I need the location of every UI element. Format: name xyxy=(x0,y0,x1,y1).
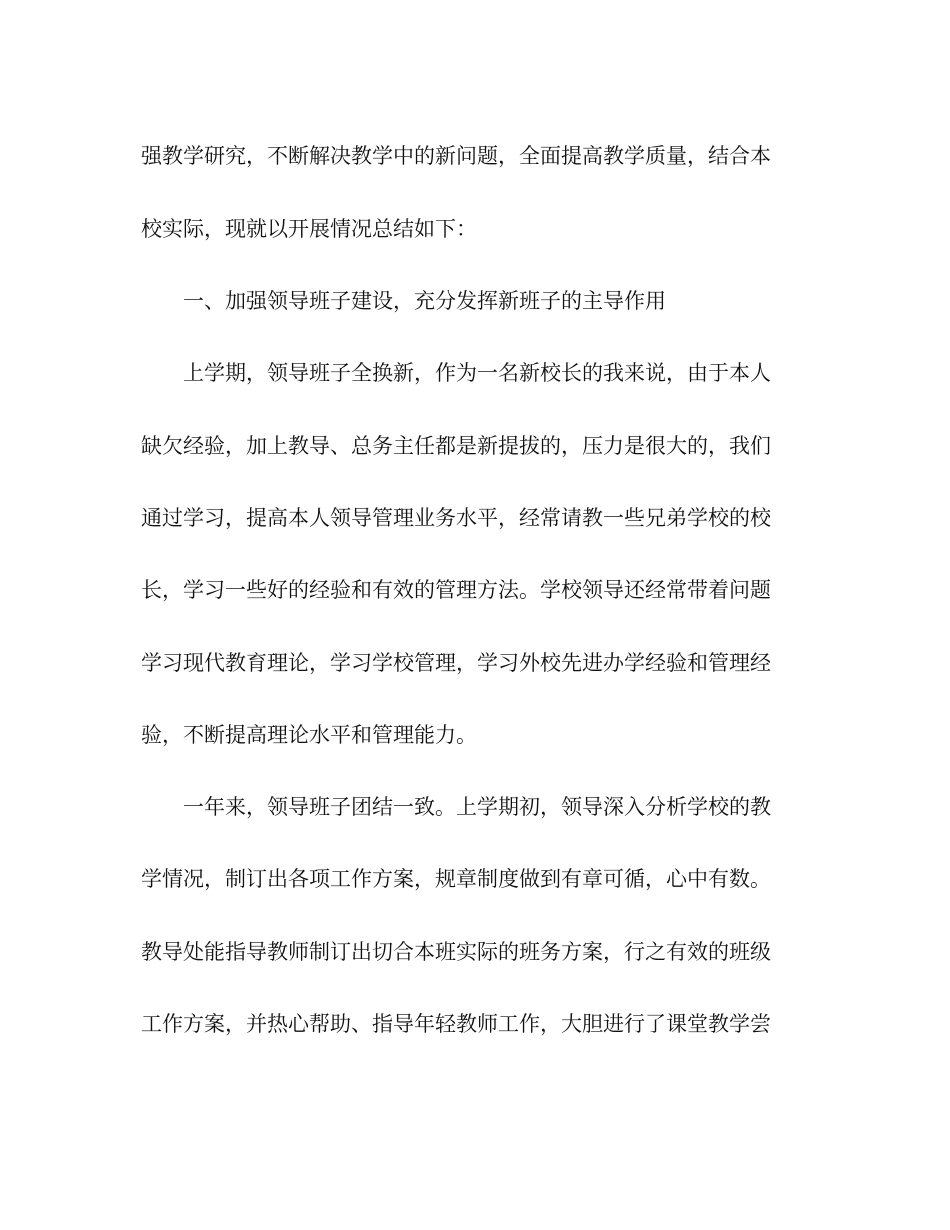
text-line-6: 通过学习，提高本人领导管理业务水平，经常请教一些兄弟学校的校 xyxy=(141,506,771,530)
text-line-4: 上学期，领导班子全换新，作为一名新校长的我来说，由于本人 xyxy=(183,361,771,385)
text-line-7: 长，学习一些好的经验和有效的管理方法。学校领导还经常带着问题 xyxy=(141,578,771,602)
text-line-1: 强教学研究，不断解决教学中的新问题，全面提高教学质量，结合本 xyxy=(141,144,771,168)
section-heading: 一、加强领导班子建设，充分发挥新班子的主导作用 xyxy=(183,289,666,313)
text-line-11: 学情况，制订出各项工作方案，规章制度做到有章可循，心中有数。 xyxy=(141,867,771,891)
text-line-10: 一年来，领导班子团结一致。上学期初，领导深入分析学校的教 xyxy=(183,795,771,819)
text-line-12: 教导处能指导教师制订出切合本班实际的班务方案，行之有效的班级 xyxy=(141,940,771,964)
text-line-2: 校实际，现就以开展情况总结如下： xyxy=(141,217,477,241)
text-line-8: 学习现代教育理论，学习学校管理，学习外校先进办学经验和管理经 xyxy=(141,651,771,675)
text-line-13: 工作方案，并热心帮助、指导年轻教师工作，大胆进行了课堂教学尝 xyxy=(141,1012,771,1036)
text-line-9: 验，不断提高理论水平和管理能力。 xyxy=(141,723,477,747)
text-line-5: 缺欠经验，加上教导、总务主任都是新提拔的，压力是很大的，我们 xyxy=(141,434,771,458)
